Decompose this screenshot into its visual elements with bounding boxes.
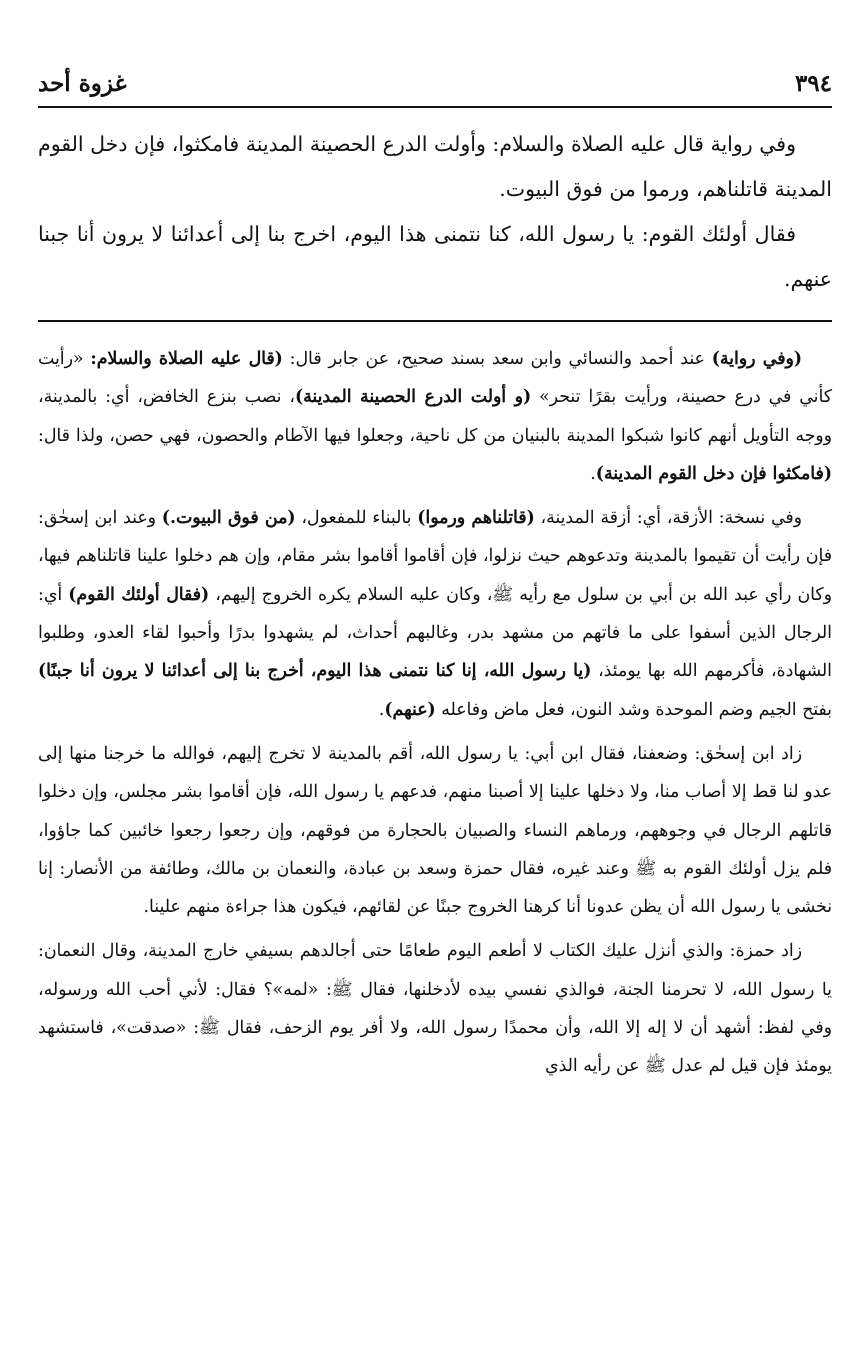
quoted-text: (فقال أولئك القوم) [68, 584, 210, 605]
quoted-text: (يا رسول الله، إنا كنا نتمنى هذا اليوم، أخرج بنا إلى أعدائنا لا يرون أنا جبنًا) [38, 661, 592, 682]
commentary-paragraph [38, 499, 832, 729]
commentary-text: بفتح الجيم وضم الموحدة وشد النون، فعل ماض وفاعله [435, 699, 832, 720]
main-text [38, 122, 832, 302]
commentary-text: بالبناء للمفعول، [295, 508, 418, 529]
main-paragraph: فقال أولئك القوم: يا رسول الله، كنا نتمنى هذا اليوم، اخرج بنا إلى أعدائنا لا يرون أنا جبنا عنهم. [38, 222, 832, 291]
commentary-text: . [378, 699, 385, 720]
quoted-text: (عنهم) [384, 699, 436, 720]
commentary-paragraph [38, 340, 832, 493]
commentary-text: وعند ابن إسحٰق: فإن رأيت أن تقيموا بالمدينة وتدعوهم حيث نزلوا، فإن أقاموا أقاموا بشر مقام، وإن هم دخلوا علينا قاتلناهم فيها، وكان رأي عبد الله بن أبي بن سلول مع رأيه ﷺ، وكان عليه السلام يكره الخروج إليهم، [38, 508, 832, 605]
page-number: ٣٩٤ [794, 69, 832, 97]
quoted-text: (من فوق البيوت.) [161, 508, 296, 529]
commentary-text: «رأيت كأني في درع حصينة، ورأيت بقرًا تنحر» [38, 349, 832, 408]
commentary-text: . [590, 463, 596, 484]
quoted-text: (قال عليه الصلاة والسلام: [90, 349, 283, 369]
quoted-text: (فامكثوا فإن دخل القوم المدينة) [595, 463, 832, 484]
page-header [38, 60, 832, 108]
quoted-text: (و أولت الدرع الحصينة المدينة) [294, 387, 532, 408]
commentary [38, 340, 832, 1086]
section-divider [38, 320, 832, 322]
book-page [38, 60, 832, 1359]
commentary-paragraph: زاد حمزة: والذي أنزل عليك الكتاب لا أطعم اليوم طعامًا حتى أجالدهم بسيفي خارج المدينة، وقال النعمان: يا رسول الله، لا تحرمنا الجنة، فوالذي نفسي بيده لأدخلنها، فقال ﷺ: «لمه»؟ فقال: لأني أحب الله ورسوله، وفي لفظ: أشهد أن لا إله إلا الله، وأن محمدًا رسول الله، ولا أفر يوم الزحف، فقال ﷺ: «صدقت»، فاستشهد يومئذ فإن قيل لم عدل ﷺ عن رأيه الذي [38, 941, 832, 1077]
commentary-text: عند أحمد والنسائي وابن سعد بسند صحيح، عن جابر قال: [282, 349, 712, 369]
commentary-paragraph: زاد ابن إسحٰق: وضعفنا، فقال ابن أبي: يا رسول الله، أقم بالمدينة لا تخرج إليهم، فوالله ما خرجنا منها إلى عدو لنا قط إلا أصاب منا، ولا دخلها علينا إلا أصبنا منهم، فدعهم يا رسول الله، فإن أقاموا بشر مجلس، وإن دخلوا قاتلهم الرجال في وجوههم، ورماهم النساء والصبيان بالحجارة من فوقهم، وإن رجعوا رجعوا خائبين كما جاؤوا، فلم يزل أولئك القوم به ﷺ وعند غيره، فقال حمزة وسعد بن عبادة، والنعمان بن مالك، وطائفة من الأنصار: إنا نخشى يا رسول الله أن يظن عدونا أنا كرهنا الخروج جبنًا عن لقائهم، فيكون هذا جراءة منهم علينا. [38, 743, 832, 918]
quoted-text: (قاتلناهم ورموا) [417, 508, 535, 529]
main-paragraph: وفي رواية قال عليه الصلاة والسلام: وأولت الدرع الحصينة المدينة فامكثوا، فإن دخل القوم المدينة قاتلناهم، ورموا من فوق البيوت. [38, 132, 832, 201]
commentary-text: ، نصب بنزع الخافض، أي: بالمدينة، ووجه التأويل أنهم كانوا شبكوا المدينة بالبنيان من كل ناحية، وجعلوا فيها الآطام والحصون، فهي حصن، ولذا قال: [38, 387, 832, 446]
commentary-text: وفي نسخة: الأزقة، أي: أزقة المدينة، [534, 508, 802, 529]
quoted-text: (وفي رواية) [711, 349, 802, 369]
chapter-title: غزوة أحد [38, 69, 127, 97]
commentary-text: أي: الرجال الذين أسفوا على ما فاتهم من مشهد بدر، وغالبهم أحداث، لم يشهدوا بدرًا وأحبوا لقاء العدو، وطلبوا الشهادة، فأكرمهم الله بها يومئذ، [38, 584, 832, 682]
